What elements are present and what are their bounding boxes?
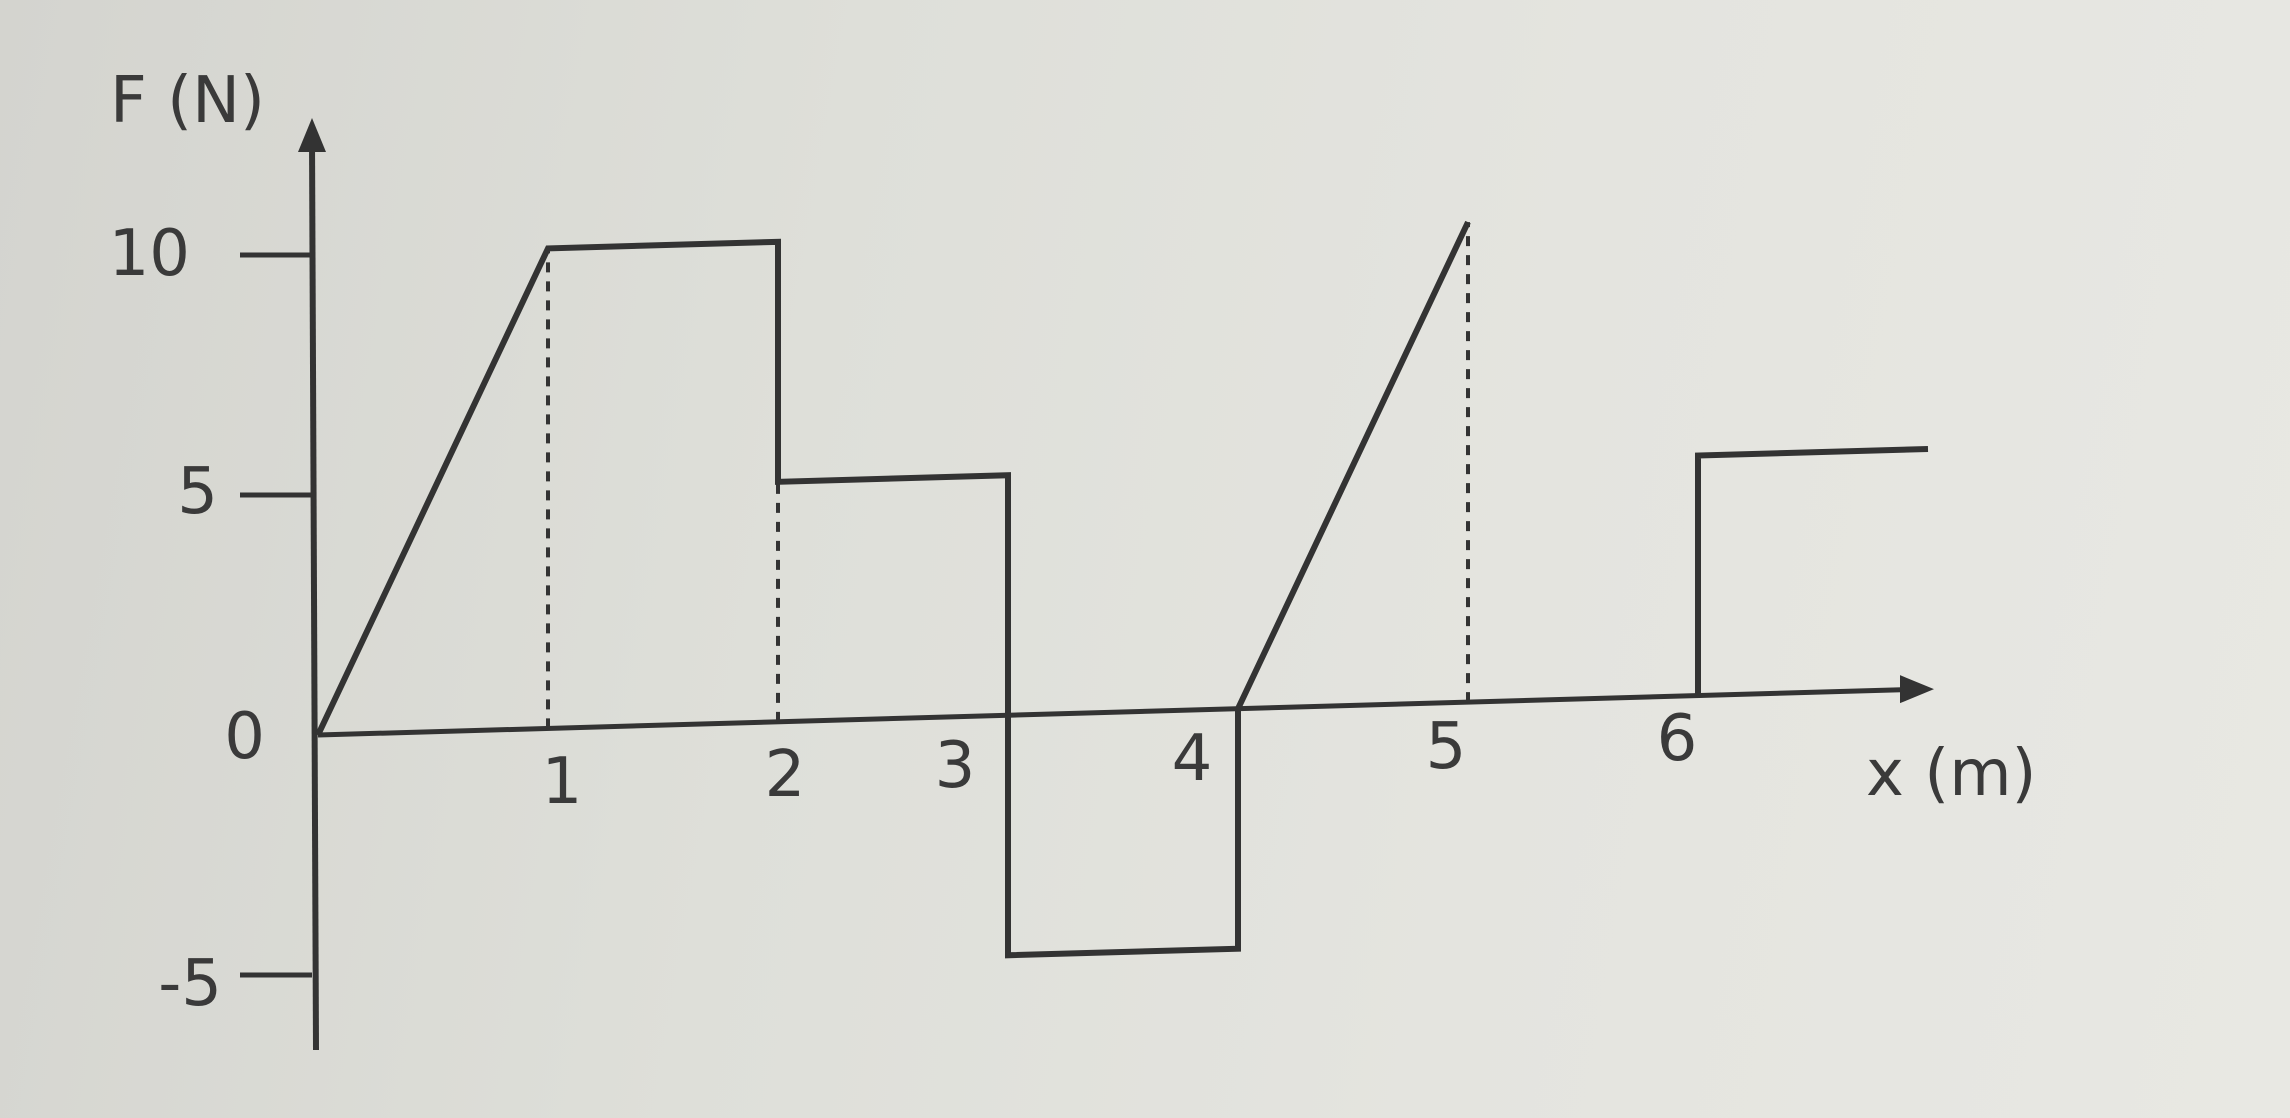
y-tick-label-minus5: -5 [158, 947, 222, 1021]
x-tick-label-4: 4 [1171, 722, 1213, 796]
axes [240, 118, 1934, 1050]
x-tick-label-1: 1 [541, 745, 583, 819]
tick-labels [109, 64, 2037, 1021]
x-tick-label-3: 3 [934, 729, 976, 803]
y-axis-line [312, 140, 316, 1050]
x-axis-title: x (m) [1866, 737, 2037, 811]
y-axis-title: F (N) [110, 64, 265, 138]
x-tick-label-5: 5 [1425, 710, 1467, 784]
y-tick-label-5: 5 [177, 455, 218, 529]
x-axis-arrow [1900, 675, 1934, 703]
y-tick-label-10: 10 [108, 217, 190, 291]
series-lines [318, 222, 1928, 955]
y-axis-arrow [298, 118, 326, 152]
x-tick-label-6: 6 [1656, 702, 1698, 776]
y-tick-label-0: 0 [224, 700, 265, 774]
x-tick-label-2: 2 [764, 738, 806, 812]
series-line-1 [318, 222, 1468, 955]
series-line-2 [1698, 449, 1928, 696]
